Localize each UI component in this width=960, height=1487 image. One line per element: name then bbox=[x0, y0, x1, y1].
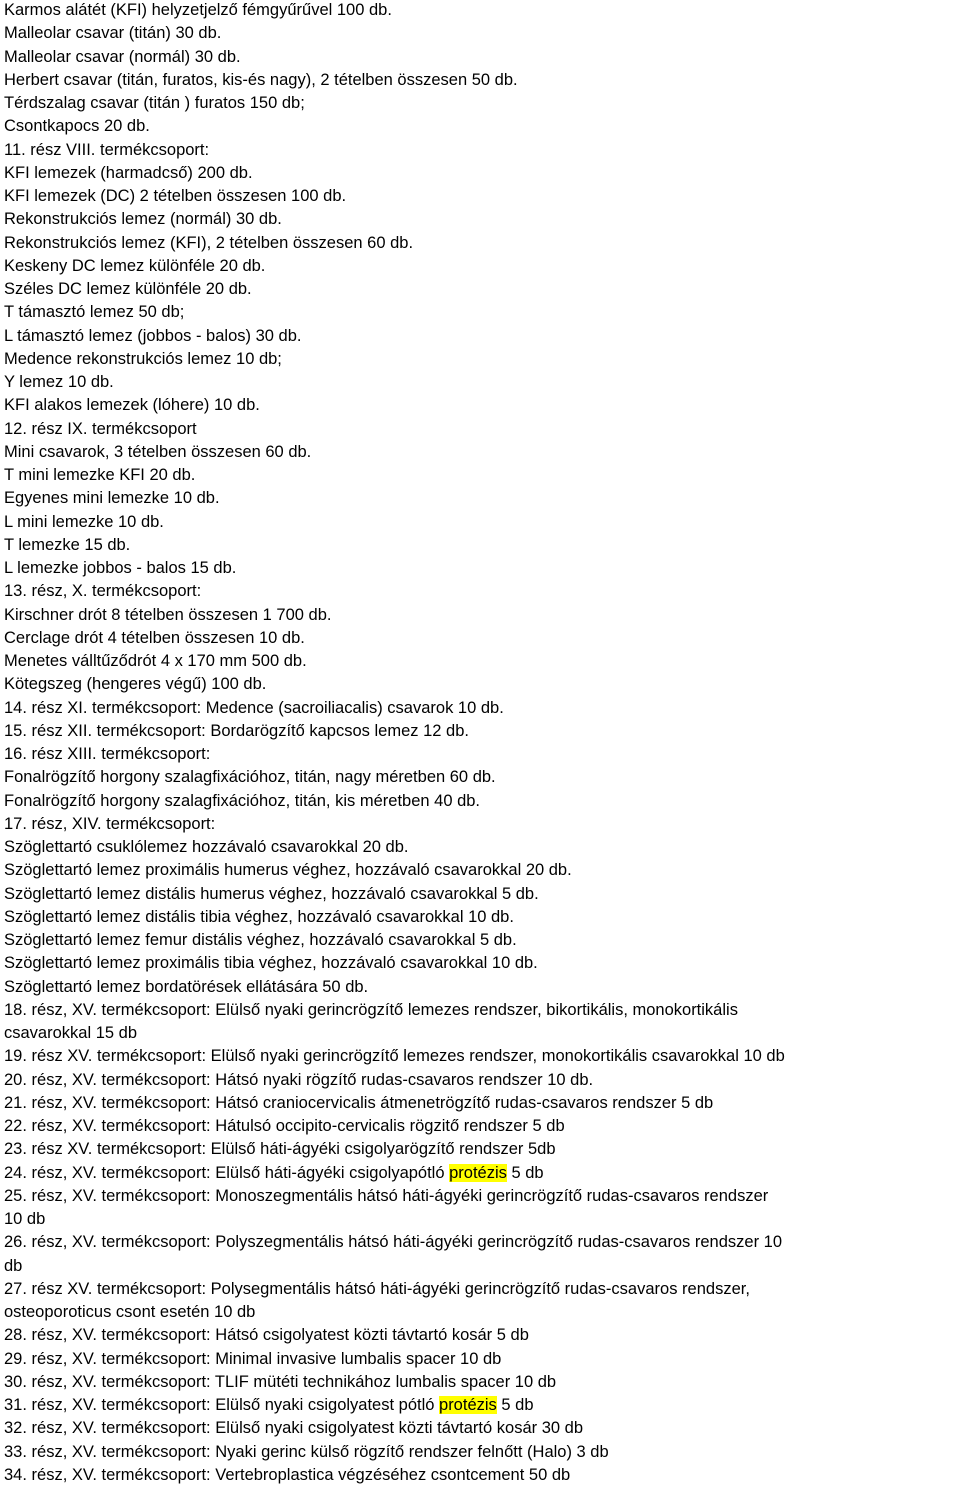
line-text: Egyenes mini lemezke 10 db. bbox=[4, 489, 220, 508]
document-line bbox=[4, 487, 958, 510]
document-line bbox=[4, 650, 958, 673]
document-line bbox=[4, 557, 958, 580]
document-line bbox=[4, 1138, 958, 1161]
document-line bbox=[4, 1301, 958, 1324]
document-line bbox=[4, 325, 958, 348]
document-line bbox=[4, 580, 958, 603]
document-line bbox=[4, 464, 958, 487]
line-text: Keskeny DC lemez különféle 20 db. bbox=[4, 256, 266, 275]
document-line bbox=[4, 697, 958, 720]
document-line bbox=[4, 952, 958, 975]
line-text: 16. rész XIII. termékcsoport: bbox=[4, 745, 211, 763]
document-line bbox=[4, 92, 958, 115]
document-line bbox=[4, 673, 958, 696]
document-line bbox=[4, 743, 958, 766]
document-line bbox=[4, 1092, 958, 1115]
line-text: Szöglettartó lemez proximális tibia véghez, hozzávaló csavarokkal 10 db. bbox=[4, 954, 538, 973]
document-line bbox=[4, 1208, 958, 1231]
document-line bbox=[4, 255, 958, 278]
line-text: Rekonstrukciós lemez (normál) 30 db. bbox=[4, 210, 282, 229]
document-line bbox=[4, 813, 958, 836]
document-line bbox=[4, 534, 958, 557]
line-text: Mini csavarok, 3 tételben összesen 60 db. bbox=[4, 442, 312, 461]
document-line bbox=[4, 766, 958, 789]
line-text: L lemezke jobbos - balos 15 db. bbox=[4, 559, 237, 577]
line-text: csavarokkal 15 db bbox=[4, 1024, 137, 1042]
line-text: 5 db bbox=[496, 1396, 534, 1414]
line-text: 14. rész XI. termékcsoport: Medence (sacroiliacalis) csavarok 10 db. bbox=[4, 698, 504, 717]
document-line bbox=[4, 1069, 958, 1092]
line-text: Szöglettartó lemez distális tibia véghez, hozzávaló csavarokkal 10 db. bbox=[4, 907, 514, 926]
highlighted-text: protézis bbox=[439, 1396, 497, 1414]
line-text: Menetes válltűződrót 4 x 170 mm 500 db. bbox=[4, 652, 307, 670]
line-text: 12. rész IX. termékcsoport bbox=[4, 419, 197, 438]
document-line bbox=[4, 1394, 958, 1417]
line-text: Csontkapocs 20 db. bbox=[4, 117, 150, 136]
document-line bbox=[4, 1441, 958, 1464]
line-text: Fonalrögzítő horgony szalagfixációhoz, titán, kis méretben 40 db. bbox=[4, 791, 481, 810]
line-text: 30. rész, XV. termékcsoport: TLIF mütéti technikához lumbalis spacer 10 db bbox=[4, 1372, 557, 1391]
line-text: 24. rész, XV. termékcsoport: Elülső háti-ágyéki csigolyapótló bbox=[4, 1163, 450, 1182]
line-text: Cerclage drót 4 tételben összesen 10 db. bbox=[4, 628, 305, 647]
line-text: Medence rekonstrukciós lemez 10 db; bbox=[4, 349, 282, 368]
line-text: 15. rész XII. termékcsoport: Bordarögzítő kapcsos lemez 12 db. bbox=[4, 721, 469, 740]
line-text: 32. rész, XV. termékcsoport: Elülső nyaki csigolyatest közti távtartó kosár 30 db bbox=[4, 1419, 583, 1438]
highlighted-text: protézis bbox=[449, 1163, 507, 1182]
line-text: Karmos alátét (KFI) helyzetjelző fémgyűrűvel 100 db. bbox=[4, 1, 392, 19]
document-line bbox=[4, 1464, 958, 1487]
line-text: Kötegszeg (hengeres végű) 100 db. bbox=[4, 675, 267, 694]
line-text: Fonalrögzítő horgony szalagfixációhoz, titán, nagy méretben 60 db. bbox=[4, 768, 496, 787]
document-line bbox=[4, 394, 958, 417]
line-text: 22. rész, XV. termékcsoport: Hátulsó occipito-cervicalis rögzitő rendszer 5 db bbox=[4, 1117, 565, 1135]
line-text: 18. rész, XV. termékcsoport: Elülső nyaki gerincrögzítő lemezes rendszer, bikortikális, monokortikális bbox=[4, 1000, 738, 1019]
document-line bbox=[4, 208, 958, 231]
document-line bbox=[4, 627, 958, 650]
document-line bbox=[4, 1417, 958, 1440]
line-text: 5 db bbox=[506, 1163, 544, 1182]
line-text: 33. rész, XV. termékcsoport: Nyaki gerinc külső rögzítő rendszer felnőtt (Halo) 3 db bbox=[4, 1442, 609, 1461]
line-text: Szöglettartó lemez femur distális véghez, hozzávaló csavarokkal 5 db. bbox=[4, 931, 517, 949]
document-page bbox=[4, 0, 958, 1487]
line-text: 34. rész, XV. termékcsoport: Vertebroplastica végzéséhez csontcement 50 db bbox=[4, 1465, 571, 1484]
line-text: Szöglettartó lemez distális humerus véghez, hozzávaló csavarokkal 5 db. bbox=[4, 884, 539, 903]
document-line bbox=[4, 1348, 958, 1371]
line-text: 25. rész, XV. termékcsoport: Monoszegmentális hátsó háti-ágyéki gerincrögzítő rudas-csavaros rendszer bbox=[4, 1186, 769, 1205]
line-text: Y lemez 10 db. bbox=[4, 373, 114, 391]
line-text: Rekonstrukciós lemez (KFI), 2 tételben összesen 60 db. bbox=[4, 233, 414, 252]
line-text: 13. rész, X. termékcsoport: bbox=[4, 582, 202, 601]
line-text: 20. rész, XV. termékcsoport: Hátsó nyaki rögzítő rudas-csavaros rendszer 10 db. bbox=[4, 1070, 594, 1089]
document-line bbox=[4, 859, 958, 882]
document-line bbox=[4, 883, 958, 906]
document-line bbox=[4, 1185, 958, 1208]
document-line bbox=[4, 1278, 958, 1301]
line-text: 28. rész, XV. termékcsoport: Hátsó csigolyatest közti távtartó kosár 5 db bbox=[4, 1326, 529, 1345]
line-text: Szöglettartó lemez bordatörések ellátására 50 db. bbox=[4, 977, 369, 996]
document-line bbox=[4, 1162, 958, 1185]
line-text: Malleolar csavar (normál) 30 db. bbox=[4, 47, 241, 66]
document-line bbox=[4, 1022, 958, 1045]
line-text: 26. rész, XV. termékcsoport: Polyszegmentális hátsó háti-ágyéki gerincrögzítő rudas-csavaros rendszer 10 bbox=[4, 1233, 783, 1252]
line-text: T lemezke 15 db. bbox=[4, 535, 131, 554]
document-line bbox=[4, 185, 958, 208]
document-line bbox=[4, 790, 958, 813]
document-line bbox=[4, 232, 958, 255]
document-line bbox=[4, 1231, 958, 1254]
document-line bbox=[4, 301, 958, 324]
line-text: Szöglettartó csuklólemez hozzávaló csavarokkal 20 db. bbox=[4, 838, 409, 856]
line-text: Széles DC lemez különféle 20 db. bbox=[4, 280, 252, 298]
document-line bbox=[4, 720, 958, 743]
document-line bbox=[4, 46, 958, 69]
document-line bbox=[4, 348, 958, 371]
line-text: L mini lemezke 10 db. bbox=[4, 512, 164, 531]
line-text: 10 db bbox=[4, 1210, 46, 1228]
document-line bbox=[4, 139, 958, 162]
document-line bbox=[4, 1045, 958, 1068]
document-line bbox=[4, 1371, 958, 1394]
line-text: Malleolar csavar (titán) 30 db. bbox=[4, 24, 222, 43]
document-line bbox=[4, 511, 958, 534]
line-text: Szöglettartó lemez proximális humerus véghez, hozzávaló csavarokkal 20 db. bbox=[4, 861, 572, 880]
line-text: 11. rész VIII. termékcsoport: bbox=[4, 140, 210, 159]
document-line bbox=[4, 999, 958, 1022]
line-text: T mini lemezke KFI 20 db. bbox=[4, 466, 196, 484]
document-line bbox=[4, 162, 958, 185]
document-line bbox=[4, 604, 958, 627]
document-line bbox=[4, 906, 958, 929]
line-text: Térdszalag csavar (titán ) furatos 150 db; bbox=[4, 94, 305, 112]
line-text: Kirschner drót 8 tételben összesen 1 700 db. bbox=[4, 605, 332, 624]
line-text: L támasztó lemez (jobbos - balos) 30 db. bbox=[4, 326, 302, 345]
line-text: osteoporoticus csont esetén 10 db bbox=[4, 1303, 256, 1321]
document-line bbox=[4, 1115, 958, 1138]
line-text: KFI lemezek (DC) 2 tételben összesen 100 db. bbox=[4, 187, 347, 205]
line-text: T támasztó lemez 50 db; bbox=[4, 303, 185, 322]
line-text: 21. rész, XV. termékcsoport: Hátsó craniocervicalis átmenetrögzítő rudas-csavaros rendszer 5 db bbox=[4, 1093, 714, 1112]
document-line bbox=[4, 69, 958, 92]
line-text: KFI lemezek (harmadcső) 200 db. bbox=[4, 163, 253, 182]
document-line bbox=[4, 371, 958, 394]
document-line bbox=[4, 929, 958, 952]
line-text: 17. rész, XIV. termékcsoport: bbox=[4, 814, 216, 833]
document-line bbox=[4, 278, 958, 301]
document-line bbox=[4, 418, 958, 441]
document-line bbox=[4, 976, 958, 999]
line-text: KFI alakos lemezek (lóhere) 10 db. bbox=[4, 396, 260, 415]
line-text: Herbert csavar (titán, furatos, kis-és nagy), 2 tételben összesen 50 db. bbox=[4, 70, 518, 89]
line-text: 29. rész, XV. termékcsoport: Minimal invasive lumbalis spacer 10 db bbox=[4, 1349, 502, 1368]
line-text: 19. rész XV. termékcsoport: Elülső nyaki gerincrögzítő lemezes rendszer, monokortikális csavarokkal 10 db bbox=[4, 1047, 785, 1066]
document-line bbox=[4, 0, 958, 22]
document-line bbox=[4, 115, 958, 138]
document-line bbox=[4, 836, 958, 859]
document-line bbox=[4, 1255, 958, 1278]
line-text: db bbox=[4, 1256, 23, 1275]
document-line bbox=[4, 1324, 958, 1347]
document-line bbox=[4, 441, 958, 464]
document-line bbox=[4, 22, 958, 45]
line-text: 27. rész XV. termékcsoport: Polysegmentális hátsó háti-ágyéki gerincrögzítő rudas-csavaros rendszer, bbox=[4, 1279, 750, 1298]
line-text: 31. rész, XV. termékcsoport: Elülső nyaki csigolyatest pótló bbox=[4, 1396, 440, 1414]
line-text: 23. rész XV. termékcsoport: Elülső háti-ágyéki csigolyarögzítő rendszer 5db bbox=[4, 1140, 556, 1159]
